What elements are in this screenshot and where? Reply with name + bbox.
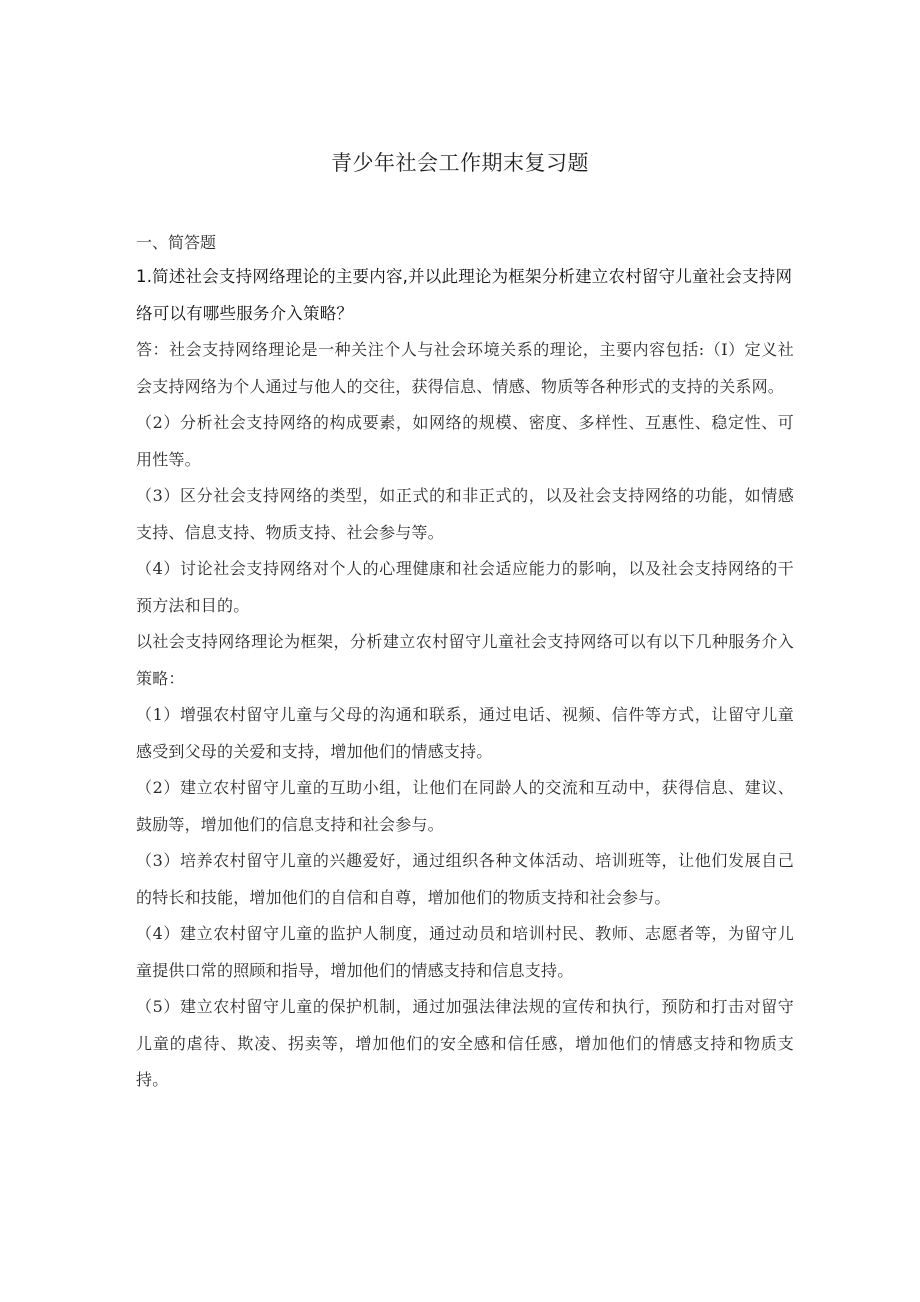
strategy-item: （2）建立农村留守儿童的互助小组，让他们在同龄人的交流和互动中，获得信息、建议、鼓励等，增加他们的信息支持和社会参与。	[136, 778, 794, 834]
question-text: 1.简述社会支持网络理论的主要内容,并以此理论为框架分析建立农村留守儿童社会支持网络可以有哪些服务介入策略？	[136, 267, 793, 323]
strategy-item: （5）建立农村留守儿童的保护机制，通过加强法律法规的宣传和执行，预防和打击对留守儿童的虐待、欺凌、拐卖等，增加他们的安全感和信任感，增加他们的情感支持和物质支持。	[136, 997, 794, 1089]
theory-point: （3）区分社会支持网络的类型，如正式的和非正式的，以及社会支持网络的功能，如情感支持、信息支持、物质支持、社会参与等。	[136, 486, 794, 542]
theory-point: （2）分析社会支持网络的构成要素，如网络的规模、密度、多样性、互惠性、稳定性、可用性等。	[136, 413, 794, 469]
strategy-item: （4）建立农村留守儿童的监护人制度，通过动员和培训村民、教师、志愿者等，为留守儿童提供口常的照顾和指导，增加他们的情感支持和信息支持。	[136, 924, 794, 980]
theory-point: （4）讨论社会支持网络对个人的心理健康和社会适应能力的影响，以及社会支持网络的干预方法和目的。	[136, 559, 794, 615]
section-heading: 一、简答题	[136, 233, 217, 252]
strategy-item: （1）增强农村留守儿童与父母的沟通和联系，通过电话、视频、信件等方式，让留守儿童感受到父母的关爱和支持，增加他们的情感支持。	[136, 705, 794, 761]
strategy-item: （3）培养农村留守儿童的兴趣爱好，通过组织各种文体活动、培训班等，让他们发展自己的特长和技能，增加他们的自信和自尊，增加他们的物质支持和社会参与。	[136, 851, 794, 907]
strategy-intro: 以社会支持网络理论为框架，分析建立农村留守儿童社会支持网络可以有以下几种服务介入策略：	[136, 632, 794, 688]
document-body	[136, 226, 794, 1099]
answer-intro: 答：社会支持网络理论是一种关注个人与社会环境关系的理论，主要内容包括:（I）定义社会支持网络为个人通过与他人的交往，获得信息、情感、物质等各种形式的支持的关系网。	[136, 340, 794, 396]
document-title: 青少年社会工作期末复习题	[331, 151, 589, 175]
